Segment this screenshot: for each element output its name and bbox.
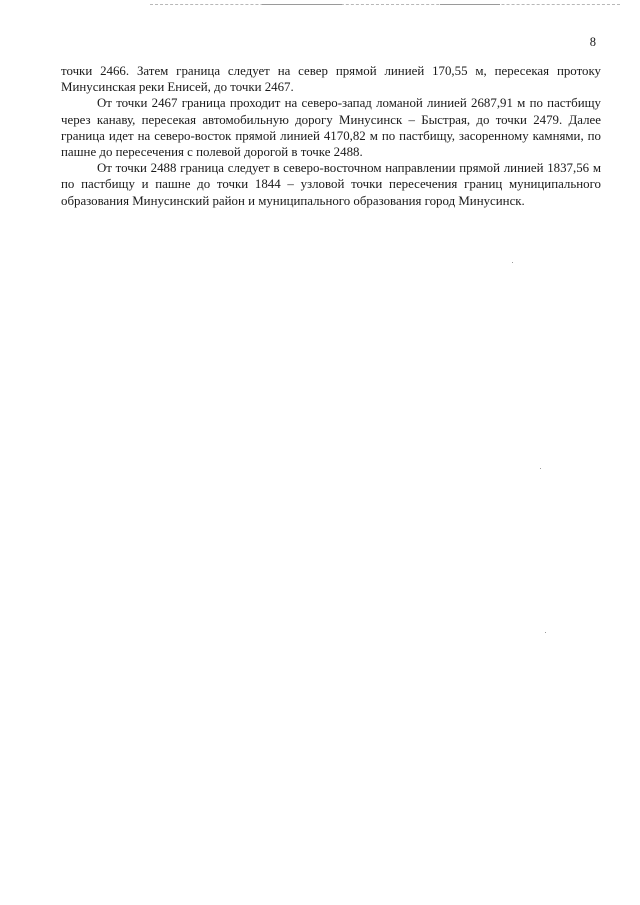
- paragraph: От точки 2467 граница проходит на северо-запад ломаной линией 2687,91 м по пастбищу через канаву, пересекая автомобильную дорогу Минусинск – Быстрая, до точки 2479. Далее граница идет на северо-восток прямой линией 4170,82 м по пастбищу, засоренному камнями, по пашне до пересечения с полевой дорогой в точке 2488.: [61, 96, 601, 160]
- scan-edge-mark: [262, 4, 342, 5]
- paragraph: От точки 2488 граница следует в северо-восточном направлении прямой линией 1837,56 м по пастбищу и пашне до точки 1844 – узловой точки пересечения границ муниципального образования Минусинский район и муниципального образования город Минусинск.: [61, 161, 601, 208]
- scan-edge-line: [150, 4, 620, 5]
- page-number: 8: [589, 35, 596, 49]
- scan-speck: [540, 468, 541, 469]
- scan-edge-mark: [440, 4, 500, 5]
- scan-speck: [545, 632, 546, 633]
- paragraph: точки 2466. Затем граница следует на север прямой линией 170,55 м, пересекая протоку Минусинская реки Енисей, до точки 2467.: [61, 64, 601, 95]
- document-body: [61, 63, 601, 209]
- scan-speck: [512, 262, 513, 263]
